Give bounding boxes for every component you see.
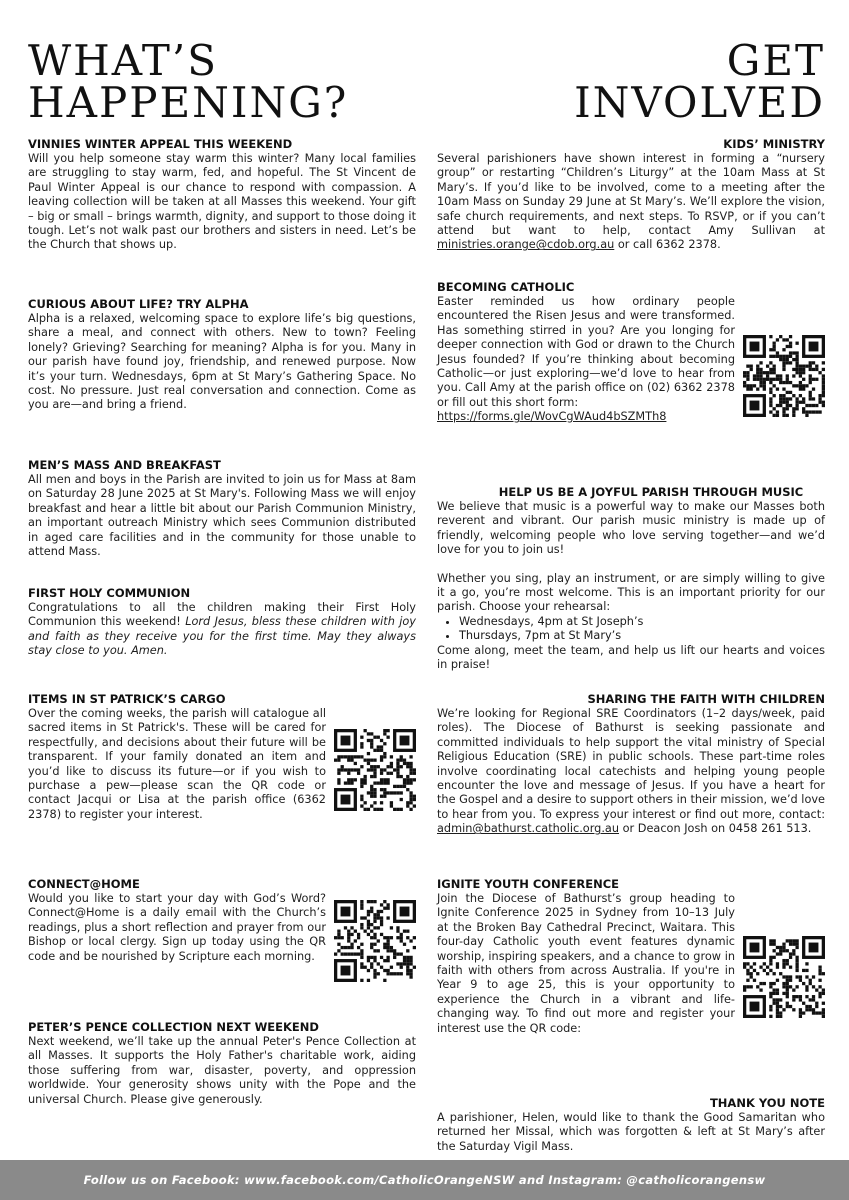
section-sre <box>437 692 825 837</box>
section-ignite <box>437 877 825 1036</box>
qr-code-icon[interactable] <box>334 900 416 982</box>
section-title: ITEMS IN ST PATRICK’S CARGO <box>28 692 226 706</box>
qr-code-icon[interactable] <box>743 936 825 1018</box>
heading-whats-happening <box>28 36 349 127</box>
section-becoming-catholic <box>437 280 825 425</box>
rehearsal-list <box>437 615 825 644</box>
list-item: • Wednesdays, 4pm at St Joseph’s <box>459 615 825 629</box>
becoming-content <box>437 295 825 425</box>
section-title: KIDS’ MINISTRY <box>723 137 825 151</box>
heading-left-line-2: HAPPENING? <box>28 78 349 127</box>
section-cargo <box>28 692 416 822</box>
section-body: All men and boys in the Parish are invited to join us for Mass at 8am on Saturday 28 June 2025 at St Mary's. Following Mass we will enjoy breakfast and hear a little bit about our Parish Communion Ministry, an important outreach Ministry which sees Communion distributed in aged care facilities and in the community for those unable to attend Mass. <box>28 473 416 559</box>
sre-text: We’re looking for Regional SRE Coordinators (1–2 days/week, paid roles). The Diocese of Bathurst is seeking passionate and committed individuals to help support the vital ministry of Special Religious Education (SRE) in public schools. These part-time roles involve coordinating local catechists and helping young people encounter the love and message of Jesus. If you have a heart for the Gospel and a desire to support others in their mission, we’d love to hear from you. To express your interest or find out more, contact: <box>437 707 825 821</box>
section-alpha <box>28 297 416 413</box>
becoming-text-wrap <box>437 295 735 425</box>
section-body: Alpha is a relaxed, welcoming space to explore life’s big questions, share a meal, and connect with others. New to town? Feeling lonely? Grieving? Searching for meaning? Alpha is for you. Many in our parish have found joy, friendship, and renewed purpose. Now it’s your turn. Wednesdays, 6pm at St Mary’s Gathering Space. No cost. No pressure. Just real conversation and connection. Come as you are—and bring a friend. <box>28 312 416 412</box>
heading-right-line-2: INVOLVED <box>574 78 825 127</box>
section-title: SHARING THE FAITH WITH CHILDREN <box>587 692 825 706</box>
section-body-1: We believe that music is a powerful way to make our Masses both reverent and vibrant. Our parish music ministry is made up of friendly, welcoming people who love serving together—and we’d love for you to join us! <box>437 500 825 557</box>
section-title: HELP US BE A JOYFUL PARISH THROUGH MUSIC <box>498 485 804 499</box>
section-body: Easter reminded us how ordinary people encountered the Risen Jesus and were transformed. Has something stirred in you? Are you longing for deeper connection with God or drawn to the Church Jesus founded? If you’re thinking about becoming Catholic—or just exploring—we’d love to hear from you. Call Amy at the parish office on (02) 6362 2378 or fill out this short form: <box>437 295 735 409</box>
heading-left-line-1: WHAT’S <box>28 36 218 85</box>
kids-tail: or call 6362 2378. <box>614 238 721 252</box>
sre-tail: or Deacon Josh on 0458 261 513. <box>619 822 812 836</box>
section-body: Will you help someone stay warm this winter? Many local families are struggling to stay warm, fed, and hopeful. The St Vincent de Paul Winter Appeal is our chance to respond with compassion. A leaving collection will be taken at all Masses this weekend. Your gift – big or small – brings warmth, dignity, and support to those doing it tough. Let’s not walk past our brothers and sisters in need. Let’s be the Church that shows up. <box>28 152 416 252</box>
section-body: Join the Diocese of Bathurst’s group heading to Ignite Conference 2025 in Sydney from 10–13 July at the Broken Bay Cathedral Precinct, Waitara. This four-day Catholic youth event features dynamic worship, inspiring speakers, and a chance to grow in faith with others from across Australia. If you're in Year 9 to age 25, this is your opportunity to experience the Church in a vibrant and life-changing way. To find out more and register your interest use the QR code: <box>437 892 735 1035</box>
section-title: PETER’S PENCE COLLECTION NEXT WEEKEND <box>28 1020 319 1034</box>
section-title: MEN’S MASS AND BREAKFAST <box>28 458 221 472</box>
section-body <box>437 707 825 837</box>
section-thank-you <box>437 1096 825 1154</box>
section-body: Would you like to start your day with God’s Word? Connect@Home is a daily email with the Church’s readings, plus a short reflection and prayer from our Bishop or local clergy. Sign up today using the QR code and be nourished by Scripture each morning. <box>28 892 326 963</box>
connect-content <box>28 892 416 982</box>
section-body: Over the coming weeks, the parish will catalogue all sacred items in St Patrick's. These will be cared for respectfully, and decisions about their future will be transparent. If your family donated an item and you’d like to discuss its future—or if you wish to purchase a pew—please scan the QR code or contact Jacqui or Lisa at the parish office (6362 2378) to register your interest. <box>28 707 326 821</box>
email-link[interactable]: admin@bathurst.catholic.org.au <box>437 822 620 836</box>
list-item: • Thursdays, 7pm at St Mary’s <box>459 629 825 643</box>
section-title: FIRST HOLY COMMUNION <box>28 586 191 600</box>
section-body: A parishioner, Helen, would like to thank the Good Samaritan who returned her Missal, which was forgotten & left at St Mary’s after the Saturday Vigil Mass. <box>437 1111 825 1153</box>
section-title: VINNIES WINTER APPEAL THIS WEEKEND <box>28 137 293 151</box>
cargo-content <box>28 707 416 822</box>
communion-text: Congratulations to all the children making their First Holy Communion this weekend! <box>28 601 416 629</box>
section-kids-ministry <box>437 137 825 253</box>
section-body: Next weekend, we’ll take up the annual Peter's Pence Collection at all Masses. It supports the Holy Father's charitable work, aiding those suffering from war, disaster, poverty, and oppression worldwide. Your generosity shows unity with the Pope and the universal Church. Please give generously. <box>28 1035 416 1106</box>
section-body <box>437 152 825 253</box>
section-title: BECOMING CATHOLIC <box>437 280 575 294</box>
section-body <box>28 601 416 659</box>
form-link[interactable]: https://forms.gle/WovCgWAud4bSZMTh8 <box>437 410 667 424</box>
footer-social-bar <box>0 1160 849 1200</box>
section-connect-home <box>28 877 416 982</box>
section-first-communion <box>28 586 416 659</box>
footer-text: Follow us on Facebook: www.facebook.com/CatholicOrangeNSW and Instagram: @catholicorangensw <box>83 1173 766 1187</box>
qr-code-icon[interactable] <box>743 335 825 417</box>
qr-code-icon[interactable] <box>334 729 416 811</box>
section-title: CONNECT@HOME <box>28 877 140 891</box>
email-link[interactable]: ministries.orange@cdob.org.au <box>437 238 615 252</box>
section-title: THANK YOU NOTE <box>709 1096 825 1110</box>
section-title: IGNITE YOUTH CONFERENCE <box>437 877 620 891</box>
section-mens-mass <box>28 458 416 559</box>
heading-get-involved <box>574 36 825 127</box>
section-body-2: Whether you sing, play an instrument, or are simply willing to give it a go, you’re most welcome. This is an important priority for our parish. Choose your rehearsal: <box>437 571 825 614</box>
section-music <box>437 485 825 672</box>
section-peters-pence <box>28 1020 416 1107</box>
section-body-3: Come along, meet the team, and help us lift our hearts and voices in praise! <box>437 643 825 672</box>
section-title: CURIOUS ABOUT LIFE? TRY ALPHA <box>28 297 249 311</box>
communion-prayer: Lord Jesus, bless these children with joy and faith as they receive you for the first time. May they always stay close to you. Amen. <box>28 615 416 658</box>
ignite-content <box>437 892 825 1036</box>
section-vinnies <box>28 137 416 253</box>
kids-text: Several parishioners have shown interest in forming a “nursery group” or restarting “Children’s Liturgy” at the 10am Mass at St Mary’s. If you’d like to be involved, come to a meeting after the 10am Mass on Sunday 29 June at St Mary’s. We’ll explore the vision, safe church requirements, and next steps. To RSVP, or if you can’t attend but want to help, contact Amy Sullivan at <box>437 152 825 238</box>
heading-right-line-1: GET <box>726 36 825 85</box>
